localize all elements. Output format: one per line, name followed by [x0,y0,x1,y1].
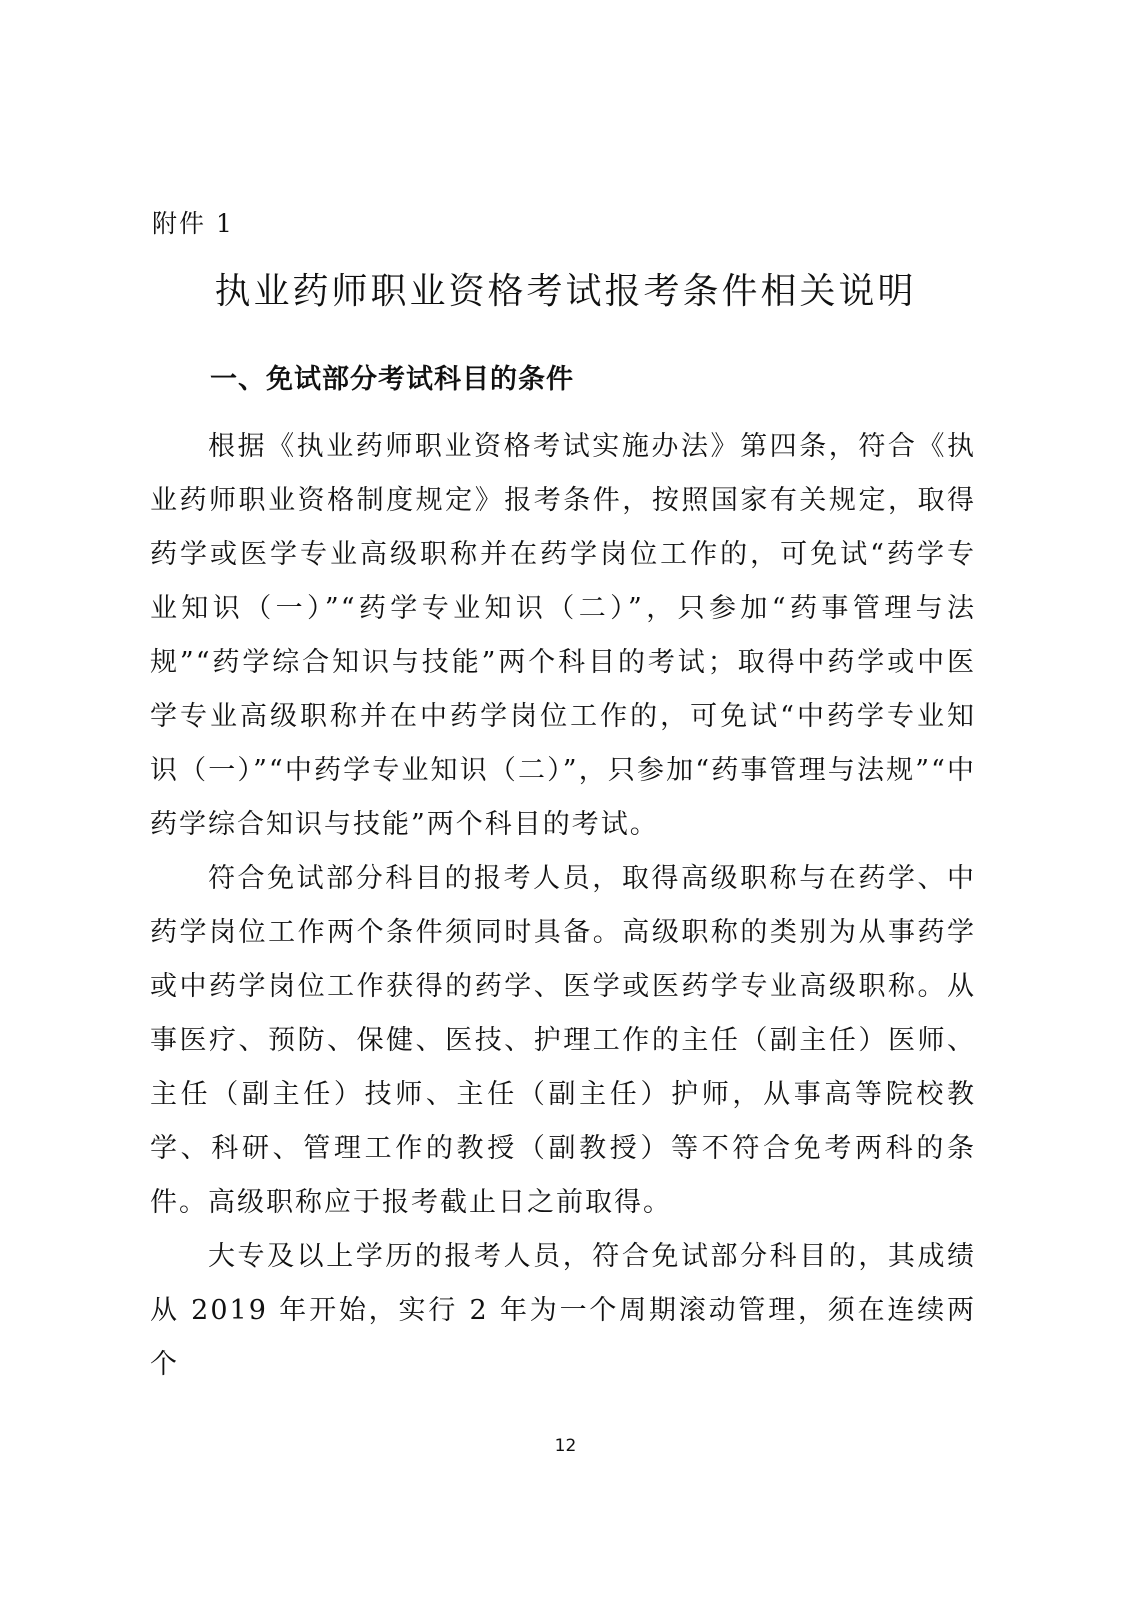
attachment-label: 附件 1 [152,209,234,238]
page-number: 12 [554,1436,577,1456]
document-title: 执业药师职业资格考试报考条件相关说明 [214,271,917,312]
body-paragraph-3: 大专及以上学历的报考人员，符合免试部分科目的，其成绩从 2019 年开始，实行 2 年为一个周期滚动管理，须在连续两个 [150,1241,976,1380]
body-paragraph-1: 根据《执业药师职业资格考试实施办法》第四条，符合《执业药师职业资格制度规定》报考条件，按照国家有关规定，取得药学或医学专业高级职称并在药学岗位工作的，可免试“药学专业知识（一）”“药学专业知识（二）”，只参加“药事管理与法规”“药学综合知识与技能”两个科目的考试；取得中药学或中医学专业高级职称并在中药学岗位工作的，可免试“中药学专业知识（一）”“中药学专业知识（二）”，只参加“药事管理与法规”“中药学综合知识与技能”两个科目的考试。 [150,431,976,840]
body-paragraph-2: 符合免试部分科目的报考人员，取得高级职称与在药学、中药学岗位工作两个条件须同时具备。高级职称的类别为从事药学或中药学岗位工作获得的药学、医学或医药学专业高级职称。从事医疗、预防、保健、医技、护理工作的主任（副主任）医师、主任（副主任）技师、主任（副主任）护师，从事高等院校教学、科研、管理工作的教授（副教授）等不符合免考两科的条件。高级职称应于报考截止日之前取得。 [150,863,976,1218]
section-heading: 一、免试部分考试科目的条件 [210,364,574,395]
